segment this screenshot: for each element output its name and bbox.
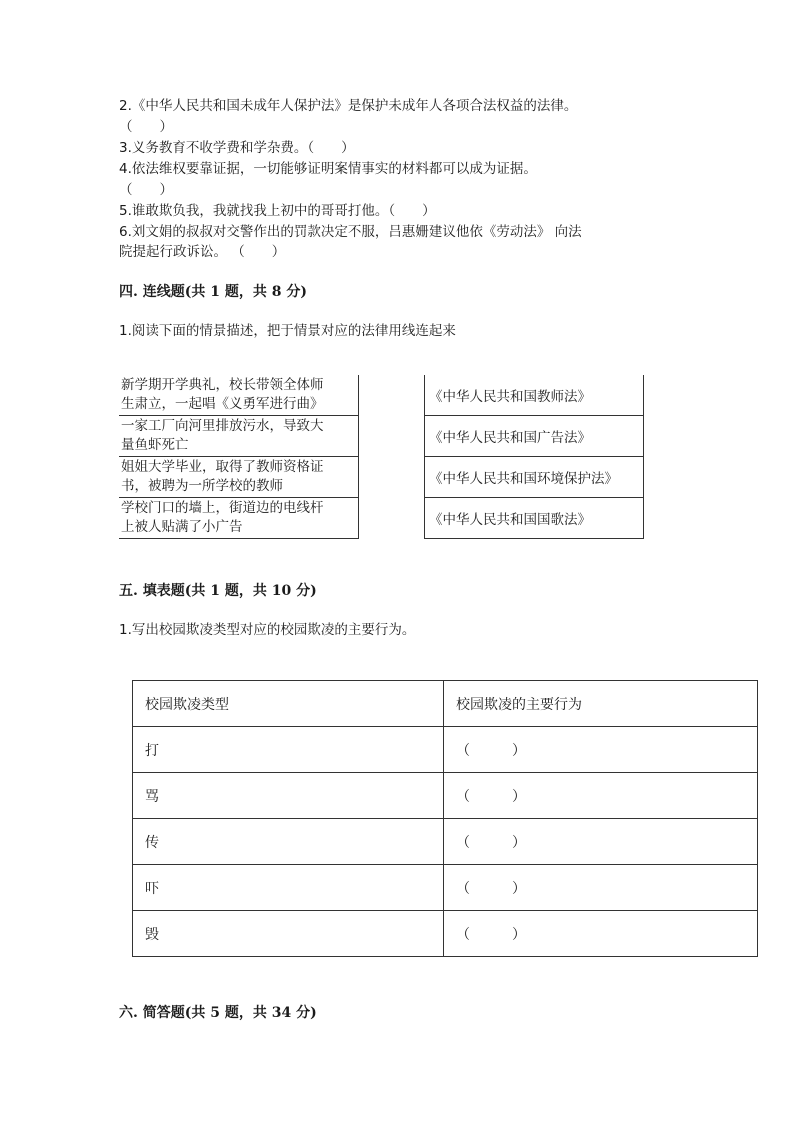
judgement-item-6: 6.刘文娟的叔叔对交警作出的罚款决定不服，吕惠姗建议他依《劳动法》 向法 — [119, 224, 582, 240]
matching-question: 1.阅读下面的情景描述，把于情景对应的法律用线连起来 — [119, 323, 456, 339]
answer-blank: （ ） — [119, 119, 173, 135]
table-header-cell: 校园欺凌的主要行为 — [444, 681, 758, 727]
scenario-column — [119, 375, 359, 539]
section-5-heading: 五. 填表题(共 1 题，共 10 分) — [119, 583, 317, 599]
law-row — [425, 498, 644, 539]
table-row — [133, 911, 758, 957]
scenario-cell — [119, 375, 359, 416]
table-row — [133, 819, 758, 865]
judgement-item-3: 3.义务教育不收学费和学杂费。（ ） — [119, 140, 355, 156]
law-column — [424, 375, 644, 539]
scenario-text: 一家工厂向河里排放污水，导致大 — [121, 418, 324, 434]
bullying-type: 传 — [133, 819, 444, 865]
judgement-item-4: 4.依法维权要靠证据，一切能够证明案情事实的材料都可以成为证据。 — [119, 161, 537, 177]
scenario-text: 上被人贴满了小广告 — [121, 519, 243, 535]
table-row — [133, 865, 758, 911]
answer-blank: （ ） — [444, 773, 758, 819]
law-row — [425, 416, 644, 457]
section-4-heading: 四. 连线题(共 1 题，共 8 分) — [119, 284, 307, 300]
law-row — [425, 457, 644, 498]
table-row — [133, 727, 758, 773]
law-row — [425, 375, 644, 416]
judgement-item-5: 5.谁敢欺负我，我就找我上初中的哥哥打他。（ ） — [119, 203, 436, 219]
scenario-text: 量鱼虾死亡 — [121, 437, 189, 453]
answer-blank: （ ） — [444, 727, 758, 773]
scenario-text: 学校门口的墙上，街道边的电线杆 — [121, 500, 324, 516]
scenario-row — [119, 457, 359, 498]
scenario-text: 姐姐大学毕业，取得了教师资格证 — [121, 459, 324, 475]
scenario-row — [119, 375, 359, 416]
law-cell: 《中华人民共和国广告法》 — [425, 416, 644, 457]
bullying-table — [132, 680, 758, 957]
judgement-item-6-cont: 院提起行政诉讼。 （ ） — [119, 244, 286, 260]
answer-blank: （ ） — [444, 911, 758, 957]
bullying-type: 骂 — [133, 773, 444, 819]
table-header-cell: 校园欺凌类型 — [133, 681, 444, 727]
answer-blank: （ ） — [444, 865, 758, 911]
scenario-cell — [119, 457, 359, 498]
scenario-row — [119, 498, 359, 539]
section-6-heading: 六. 简答题(共 5 题，共 34 分) — [119, 1005, 317, 1021]
law-cell: 《中华人民共和国教师法》 — [425, 375, 644, 416]
table-row — [133, 773, 758, 819]
scenario-text: 新学期开学典礼，校长带领全体师 — [121, 377, 324, 393]
judgement-item-2: 2.《中华人民共和国未成年人保护法》是保护未成年人各项合法权益的法律。 — [119, 98, 578, 114]
scenario-text: 生肃立，一起唱《义勇军进行曲》 — [121, 396, 324, 412]
bullying-type: 吓 — [133, 865, 444, 911]
scenario-row — [119, 416, 359, 457]
scenario-cell — [119, 416, 359, 457]
scenario-text: 书，被聘为一所学校的教师 — [121, 478, 283, 494]
scenario-cell — [119, 498, 359, 539]
answer-blank: （ ） — [119, 182, 173, 198]
fill-question: 1.写出校园欺凌类型对应的校园欺凌的主要行为。 — [119, 622, 416, 638]
bullying-type: 毁 — [133, 911, 444, 957]
answer-blank: （ ） — [444, 819, 758, 865]
bullying-type: 打 — [133, 727, 444, 773]
law-cell: 《中华人民共和国环境保护法》 — [425, 457, 644, 498]
law-cell: 《中华人民共和国国歌法》 — [425, 498, 644, 539]
table-header-row — [133, 681, 758, 727]
